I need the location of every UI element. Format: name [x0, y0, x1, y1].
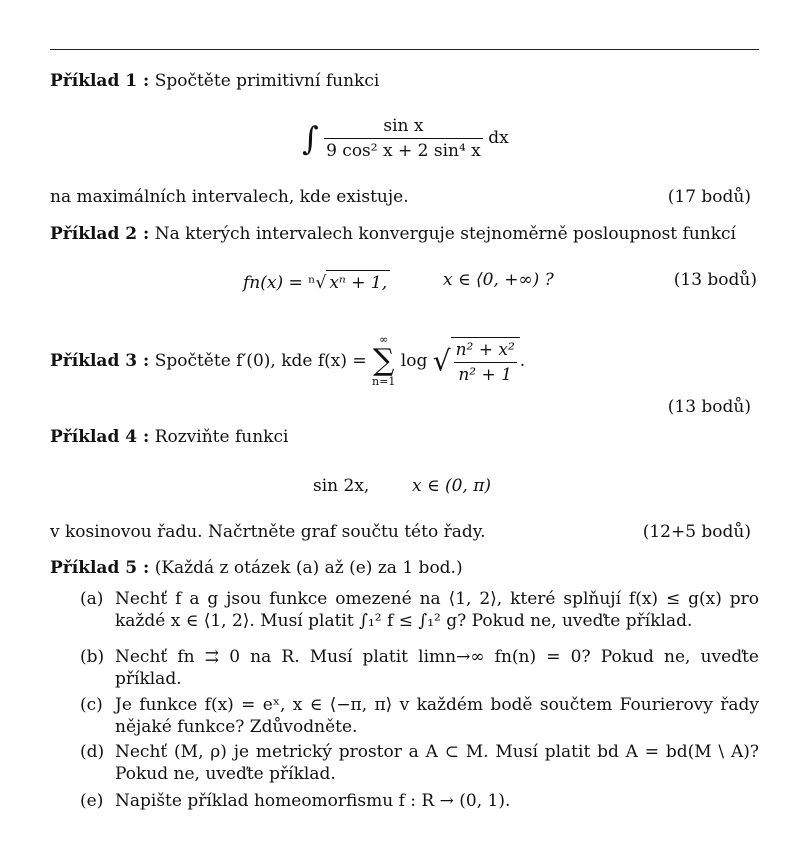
ex1-fraction — [324, 116, 483, 161]
ex1-denominator: 9 cos² x + 2 sin⁴ x — [326, 141, 481, 161]
ex1-formula — [302, 116, 509, 161]
ex4-label: Příklad 4 : — [50, 427, 150, 447]
sigma-icon: ∑ — [372, 343, 395, 378]
question-label: (d) — [80, 742, 105, 762]
ex4-points: (12+5 bodů) — [642, 522, 751, 542]
ex2-intro: Na kterých intervalech konverguje stejnoměrně posloupnost funkcí — [154, 224, 736, 244]
ex2-domain: x ∈ ⟨0, +∞) ? — [443, 270, 554, 290]
sqrt-sign: √ — [432, 344, 451, 378]
question-text: Napište příklad homeomorfismu f : R → (0, 1). — [115, 791, 511, 811]
ex3-intro: Spočtěte f′(0), kde f(x) = — [154, 351, 367, 371]
ex1-label: Příklad 1 : — [50, 71, 150, 91]
ex3-fraction — [451, 337, 520, 385]
sum-lower: n=1 — [372, 375, 396, 388]
ex1-points: (17 bodů) — [667, 187, 751, 207]
ex1-tail: na maximálních intervalech, kde existuje. — [50, 187, 409, 207]
question-label: (c) — [80, 695, 103, 715]
ex5-label: Příklad 5 : — [50, 558, 150, 578]
ex2-radicand: xⁿ + 1, — [326, 270, 390, 293]
ex4-domain: x ∈ (0, π) — [412, 476, 492, 496]
ex4-intro: Rozviňte funkci — [154, 427, 289, 447]
ex1-numerator: sin x — [324, 116, 483, 139]
ex1-heading — [50, 71, 379, 91]
ex3-numerator: n² + x² — [454, 340, 517, 363]
ex2-points: (13 bodů) — [673, 270, 757, 290]
sum-upper: ∞ — [379, 333, 389, 346]
question-text: Nechť f a g jsou funkce omezené na ⟨1, 2⟩, které splňují f(x) ≤ g(x) pro každé x ∈ ⟨1, 2⟩. Musí platit ∫₁² f ≤ ∫₁² g? Pokud ne, uveďte příklad. — [115, 589, 759, 631]
ex1-intro: Spočtěte primitivní funkci — [154, 71, 380, 91]
ex5-intro: (Každá z otázek (a) až (e) za 1 bod.) — [154, 558, 463, 578]
question-label: (e) — [80, 791, 104, 811]
question-text: Nechť fn ⇉ 0 na R. Musí platit limn→∞ fn(n) = 0? Pokud ne, uveďte příklad. — [115, 647, 759, 689]
ex4-tail: v kosinovou řadu. Načrtněte graf součtu této řady. — [50, 522, 486, 542]
question-label: (b) — [80, 647, 105, 667]
ex4-heading — [50, 427, 288, 447]
nth-root-sign: ⁿ√ — [308, 273, 327, 293]
ex3-label: Příklad 3 : — [50, 351, 150, 371]
sum-operator — [372, 334, 395, 388]
integral-sign: ∫ — [302, 119, 319, 158]
ex3-log: log — [400, 351, 428, 371]
top-rule — [50, 49, 759, 50]
ex3-points: (13 bodů) — [667, 397, 751, 417]
question-text: Nechť (M, ρ) je metrický prostor a A ⊂ M. Musí platit bd A = bd(M \ A)? Pokud ne, uveďte příklad. — [115, 742, 759, 784]
ex1-dx: dx — [488, 128, 509, 148]
ex2-label: Příklad 2 : — [50, 224, 150, 244]
ex2-heading — [50, 224, 736, 244]
ex4-func: sin 2x, — [313, 476, 370, 496]
question-label: (a) — [80, 589, 104, 609]
ex3-denominator: n² + 1 — [458, 365, 512, 385]
ex5-heading — [50, 558, 463, 578]
ex2-lhs: fn(x) = — [243, 273, 309, 293]
question-text: Je funkce f(x) = eˣ, x ∈ ⟨−π, π⟩ v každém bodě součtem Fourierovy řady nějaké funkce? Zdůvodněte. — [115, 695, 759, 737]
ex3-heading: Příklad 3 : Spočtěte f′(0), kde f(x) = ∞ ∑ n=1 log √ $\frac{\text{n² + x²}}{\text{n² + 1}}$ . — [50, 333, 526, 388]
ex2-formula — [243, 270, 390, 293]
